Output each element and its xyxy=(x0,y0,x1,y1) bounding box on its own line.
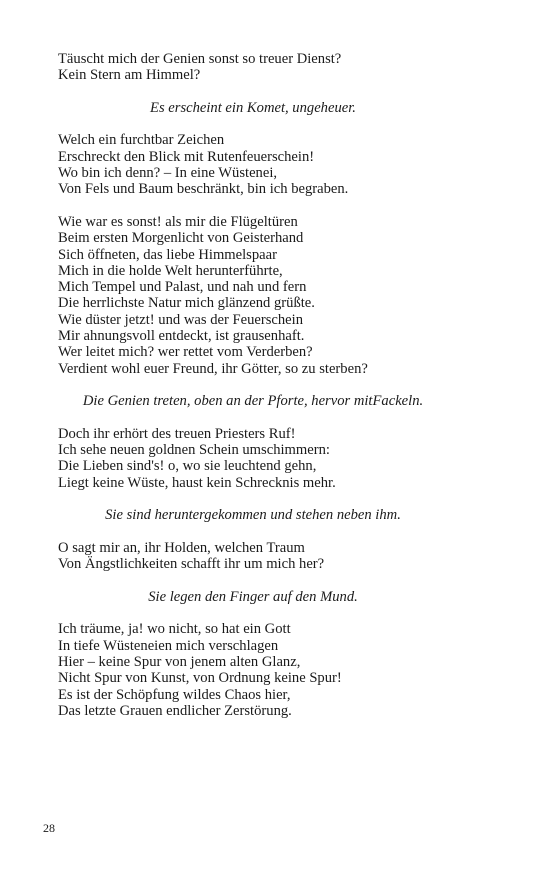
verse-line: Das letzte Grauen endlicher Zerstörung. xyxy=(58,702,292,719)
verse-line: Doch ihr erhört des treuen Priesters Ruf! xyxy=(58,425,296,442)
stage-direction-line: Sie legen den Finger auf den Mund. xyxy=(148,588,358,605)
verse-line: Wo bin ich denn? – In eine Wüstenei, xyxy=(58,165,278,182)
verse-line: Nicht Spur von Kunst, von Ordnung keine Spur! xyxy=(58,670,342,687)
verse-line: Kein Stern am Himmel? xyxy=(58,67,201,84)
verse-line: Von Ängstlichkeiten schafft ihr um mich her? xyxy=(58,556,325,573)
verse-line: O sagt mir an, ihr Holden, welchen Traum xyxy=(58,539,305,556)
verse-line: Erschreckt den Blick mit Rutenfeuerschein! xyxy=(58,148,315,165)
stanza-gap xyxy=(58,116,428,132)
verse-line: Sich öffneten, das liebe Himmelspaar xyxy=(58,246,277,263)
verse-stanza xyxy=(58,214,428,377)
verse-line: In tiefe Wüsteneien mich verschlagen xyxy=(58,637,279,654)
stanza-gap xyxy=(58,377,428,393)
verse-line: Beim ersten Morgenlicht von Geisterhand xyxy=(58,230,304,247)
stage-direction xyxy=(58,393,428,409)
verse-line: Täuscht mich der Genien sonst so treuer Dienst? xyxy=(58,51,342,67)
verse-stanza xyxy=(58,426,428,491)
verse-line: Hier – keine Spur von jenem alten Glanz, xyxy=(58,653,301,670)
stanza-gap xyxy=(58,198,428,214)
stanza-gap xyxy=(58,410,428,426)
verse-stanza xyxy=(58,540,428,573)
verse-stanza xyxy=(58,51,428,84)
stanza-gap xyxy=(58,573,428,589)
page-number: 28 xyxy=(43,821,55,835)
verse-line: Mir ahnungsvoll entdeckt, ist grausenhaft. xyxy=(58,328,305,345)
stage-direction-line: Es erscheint ein Komet, ungeheuer. xyxy=(150,99,356,116)
stage-direction xyxy=(58,507,428,523)
verse-line: Wie düster jetzt! und was der Feuerschein xyxy=(58,311,303,328)
verse-line: Die herrlichste Natur mich glänzend grüßte. xyxy=(58,295,315,312)
stage-direction xyxy=(58,100,428,116)
verse-stanza xyxy=(58,132,428,197)
stanza-gap xyxy=(58,491,428,507)
stanza-gap xyxy=(58,84,428,100)
verse-line: Wer leitet mich? wer rettet vom Verderben? xyxy=(58,344,313,361)
stanza-gap xyxy=(58,605,428,621)
verse-line: Ich träume, ja! wo nicht, so hat ein Gott xyxy=(58,621,291,638)
verse-line: Verdient wohl euer Freund, ihr Götter, so zu sterben? xyxy=(58,360,368,377)
verse-line: Es ist der Schöpfung wildes Chaos hier, xyxy=(58,686,291,703)
verse-line: Welch ein furchtbar Zeichen xyxy=(58,132,225,149)
verse-line: Von Fels und Baum beschränkt, bin ich begraben. xyxy=(58,181,349,198)
verse-line: Liegt keine Wüste, haust kein Schrecknis mehr. xyxy=(58,474,336,491)
stanza-gap xyxy=(58,524,428,540)
stage-direction-line: Die Genien treten, oben an der Pforte, hervor mit xyxy=(82,393,373,410)
stage-direction-line: Fackeln. xyxy=(372,393,424,410)
stage-direction-line: Sie sind heruntergekommen und stehen neben ihm. xyxy=(105,507,401,524)
stage-direction xyxy=(58,589,428,605)
verse-line: Die Lieben sind's! o, wo sie leuchtend gehn, xyxy=(58,458,317,475)
verse-stanza xyxy=(58,621,428,719)
verse-line: Wie war es sonst! als mir die Flügeltüren xyxy=(58,213,298,230)
poem-text xyxy=(58,51,428,719)
verse-line: Mich Tempel und Palast, und nah und fern xyxy=(58,279,307,296)
verse-line: Ich sehe neuen goldnen Schein umschimmern: xyxy=(58,442,330,459)
verse-line: Mich in die holde Welt herunterführte, xyxy=(58,262,283,279)
